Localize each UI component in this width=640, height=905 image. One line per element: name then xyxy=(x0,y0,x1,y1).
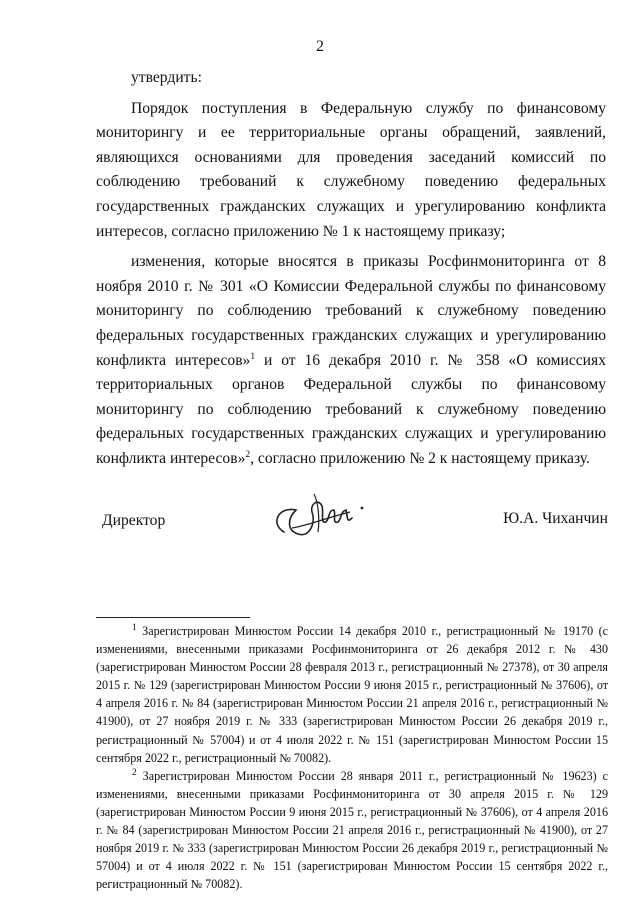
footnote-1 xyxy=(96,622,608,767)
paragraph-amendments xyxy=(96,250,606,471)
handwritten-signature xyxy=(266,488,376,548)
paragraph-approve: утвердить: xyxy=(131,69,202,86)
footnote-separator xyxy=(96,617,250,618)
signature-block xyxy=(96,488,608,548)
amendments-text-2: и от 16 декабря 2010 г. № 358 «О комиссиях территориальных органов Федеральной службы по финансовому мониторингу по соблюдению требований к служебному поведению федеральных государственных гражданских служащих и урегулированию конфликта интересов» xyxy=(96,351,606,467)
footnote-1-mark: 1 xyxy=(132,622,137,633)
footnote-ref-2: 2 xyxy=(245,449,251,460)
amendments-text-3: , согласно приложению № 2 к настоящему приказу. xyxy=(250,449,590,467)
footnotes xyxy=(96,622,608,893)
footnote-1-text: Зарегистрирован Минюстом России 14 декабря 2010 г., регистрационный № 19170 (с изменениями, внесенными приказами Росфинмониторинга от 26 декабря 2012 г. № 430 (зарегистрирован Минюстом России 28 февраля 2013 г., регистрационный № 27378), от 30 апреля 2015 г. № 129 (зарегистрирован Минюстом России 9 июня 2015 г., регистрационный № 37606), от 4 апреля 2016 г. № 84 (зарегистрирован Минюстом России 21 апреля 2016 г., регистрационный № 41900), от 27 ноября 2019 г. № 333 (зарегистрирован Минюстом России 26 декабря 2019 г., регистрационный № 57004) и от 4 июля 2022 г. № 151 (зарегистрирован Минюстом России 15 сентября 2022 г., регистрационный № 70082). xyxy=(96,624,608,765)
footnote-2 xyxy=(96,767,608,894)
amendments-text-1: изменения, которые вносятся в приказы Росфинмониторинга от 8 ноября 2010 г. № 301 «О Комиссии Федеральной службы по финансовому мониторингу по соблюдению требований к служебному поведению федеральных государственных гражданских служащих и урегулированию конфликта интересов» xyxy=(96,253,606,369)
footnote-ref-1: 1 xyxy=(250,351,256,362)
signatory-title: Директор xyxy=(102,512,166,529)
page-number: 2 xyxy=(316,38,324,55)
signatory-name: Ю.А. Чиханчин xyxy=(503,510,608,527)
footnote-2-text: Зарегистрирован Минюстом России 28 января 2011 г., регистрационный № 19623) с изменениями, внесенными приказами Росфинмониторинга от 30 апреля 2015 г. № 129 (зарегистрирован Минюстом России 9 июня 2015 г., регистрационный № 37606), от 4 апреля 2016 г. № 84 (зарегистрирован Минюстом России 21 апреля 2016 г., регистрационный № 41900), от 27 ноября 2019 г. № 333 (зарегистрирован Минюстом России 26 декабря 2019 г., регистрационный № 57004) и от 4 июля 2022 г. № 151 (зарегистрирован Минюстом России 15 сентября 2022 г., регистрационный № 70082). xyxy=(96,768,608,892)
document-body xyxy=(96,66,606,472)
paragraph-order-procedure: Порядок поступления в Федеральную службу по финансовому мониторингу и ее территориальные органы обращений, заявлений, являющихся основаниями для проведения заседаний комиссий по соблюдению требований к служебному поведению федеральных государственных гражданских служащих и урегулированию конфликта интересов, согласно приложению № 1 к настоящему приказу; xyxy=(96,99,606,240)
footnote-2-mark: 2 xyxy=(132,767,137,778)
